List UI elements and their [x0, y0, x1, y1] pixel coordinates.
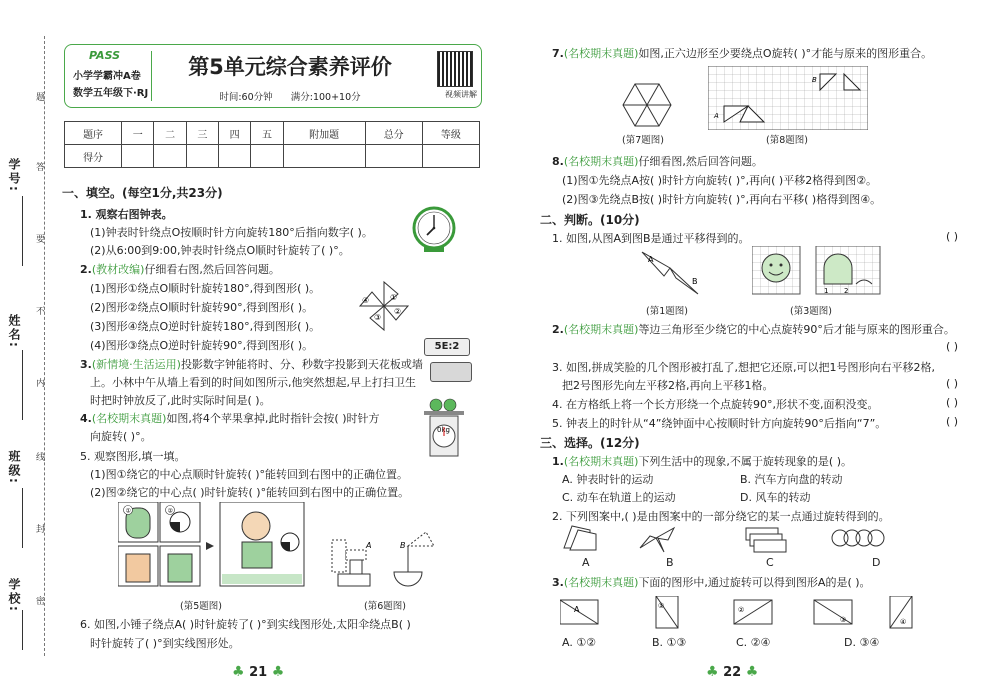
question-number: 3.: [80, 358, 92, 371]
margin-tick: 密: [36, 597, 46, 607]
choice-3-option-d[interactable]: D. ③④: [844, 636, 880, 649]
figure-label: ③: [840, 616, 847, 624]
question-text: 如图,将4个苹果拿掉,此时指针会按( )时针方: [166, 412, 380, 425]
qr-code-icon[interactable]: [437, 51, 473, 87]
judge-3-figure: [752, 246, 888, 300]
question-8: [552, 153, 763, 169]
question-3: [80, 356, 423, 372]
margin-tick: 题: [36, 93, 46, 103]
question-5-part-2: (2)图②绕它的中心点( )时针旋转( )°能转回到右图中的正确位置。: [90, 486, 410, 499]
margin-tick: 内: [36, 379, 46, 389]
question-tag: (名校期末真题): [91, 412, 167, 425]
question-1-part-1: (1)钟表时针绕点O按顺时针方向旋转180°后指向数字( )。: [90, 226, 373, 239]
question-3-line-3: 时把时钟放反了,此时实际时间是( )。: [90, 394, 271, 407]
section-choice: 三、选择。(12分): [540, 436, 640, 450]
leaf-icon: ♣: [271, 664, 285, 680]
question-tag: (名校期末真题): [563, 155, 639, 168]
question-number: 4.: [80, 412, 92, 425]
figure-6-caption: (第6题图): [364, 601, 406, 612]
question-text: 仔细看右图,然后回答问题。: [144, 263, 280, 276]
question-tag: (名校期末真题): [563, 576, 639, 589]
choice-2-option-b[interactable]: B: [666, 556, 674, 569]
question-8-part-1: (1)图①先绕点A按( )时针方向旋转( )°,再向( )平移2格得到图②。: [562, 174, 878, 187]
question-tag: (名校期末真题): [563, 455, 639, 468]
page-number: [232, 664, 284, 680]
exam-info: [165, 89, 415, 103]
figure-5-puzzle: [118, 502, 318, 590]
pinwheel-label: ①: [390, 293, 398, 302]
figure-7-caption: (第7题图): [622, 135, 664, 146]
choice-2-option-a[interactable]: A: [582, 556, 590, 569]
choice-3-option-b[interactable]: B. ①③: [652, 636, 687, 649]
page-number-text: 21: [249, 665, 268, 680]
answer-paren[interactable]: ( ): [946, 396, 959, 409]
question-number: 8.: [552, 155, 564, 168]
table-header: 二: [154, 122, 186, 145]
pinwheel-label: ②: [394, 307, 402, 316]
question-tag: (教材改编): [91, 263, 145, 276]
time-limit: 时间:60分钟: [219, 92, 273, 103]
judge-1: 1. 如图,从图A到图B是通过平移得到的。: [552, 232, 750, 245]
student-id-line[interactable]: [22, 196, 23, 266]
question-text: 如图,正六边形至少要绕点O旋转( )°才能与原来的图形重合。: [638, 47, 933, 60]
score-cell[interactable]: [422, 145, 479, 168]
judge-3-line-2: 把2号图形先向左平移2格,再向上平移1格。: [562, 379, 774, 392]
student-id-label: 学号:: [7, 158, 21, 193]
question-8-part-2: (2)图③先绕点B按( )时针方向旋转( )°,再向右平移( )格得到图④。: [562, 193, 882, 206]
answer-paren[interactable]: ( ): [946, 377, 959, 390]
question-2-part-2: (2)图形②绕点O顺时针旋转90°,得到图形( )。: [90, 301, 314, 314]
score-cell[interactable]: [251, 145, 283, 168]
figure-8-grid: [708, 66, 868, 130]
svg-text:B: B: [400, 541, 406, 550]
table-header: 五: [251, 122, 283, 145]
choice-1-option-a[interactable]: A. 钟表时针的运动: [562, 473, 654, 486]
question-text: 下面的图形中,通过旋转可以得到图形A的是( )。: [638, 576, 871, 589]
score-cell[interactable]: [283, 145, 365, 168]
judge-3-line-1: 3. 如图,拼成笑脸的几个图形被打乱了,想把它还原,可以把1号图形向右平移2格,: [552, 361, 935, 374]
answer-paren[interactable]: ( ): [946, 230, 959, 243]
scale-figure: [420, 396, 468, 458]
name-label: 姓名:: [7, 314, 21, 349]
pinwheel-figure: [358, 280, 410, 332]
judge-5: 5. 钟表上的时针从“4”绕钟面中心按顺时针方向旋转90°后指向“7”。: [552, 417, 887, 430]
figure-6-hammer-umbrella: [330, 526, 450, 588]
question-1-part-2: (2)从6:00到9:00,钟表时针绕点O顺时针旋转了( )°。: [90, 244, 350, 257]
table-header: 一: [122, 122, 154, 145]
question-number: 7.: [552, 47, 564, 60]
page-number: [706, 664, 758, 680]
question-text: 投影数字钟能将时、分、秒数字投影到天花板或墙: [180, 358, 423, 371]
question-number: 2.: [552, 323, 564, 336]
score-cell[interactable]: [154, 145, 186, 168]
score-cell[interactable]: [122, 145, 154, 168]
choice-1: [552, 453, 852, 469]
choice-3-option-a[interactable]: A. ①②: [562, 636, 597, 649]
question-2: [80, 261, 280, 277]
table-header: 四: [219, 122, 251, 145]
full-score: 满分:100+10分: [290, 92, 361, 103]
fold-line: [44, 36, 45, 656]
scale-label: 0kg: [437, 426, 450, 434]
leaf-icon: ♣: [706, 664, 719, 680]
page-number-text: 22: [723, 665, 742, 680]
question-tag: (新情境·生活运用): [91, 358, 181, 371]
question-text: 等边三角形至少绕它的中心点旋转90°后才能与原来的图形重合。: [638, 323, 955, 336]
svg-text:A: A: [714, 112, 719, 120]
table-header: 附加题: [283, 122, 365, 145]
projection-clock-icon: [430, 362, 472, 382]
judge-4: 4. 在方格纸上将一个长方形绕一个点旋转90°,形状不变,面积没变。: [552, 398, 879, 411]
pinwheel-label: ④: [362, 296, 370, 305]
question-6-line-1: 6. 如图,小锤子绕点A( )时针旋转了( )°到实线图形处,太阳伞绕点B( ): [80, 618, 411, 631]
margin-tick: 答: [36, 163, 46, 173]
question-2-part-1: (1)图形①绕点O顺时针旋转180°,得到图形( )。: [90, 282, 321, 295]
question-1: 1. 观察右图钟表。: [80, 208, 173, 221]
question-4-line-2: 向旋转( )°。: [90, 430, 152, 443]
figure-7-hexagon: [622, 82, 672, 128]
score-table: [64, 121, 480, 168]
school-label: 学校:: [7, 578, 21, 613]
table-header: 总分: [365, 122, 422, 145]
name-line[interactable]: [22, 350, 23, 420]
choice-3-option-c[interactable]: C. ②④: [736, 636, 771, 649]
figure-8-caption: (第8题图): [766, 135, 808, 146]
answer-paren[interactable]: ( ): [946, 340, 959, 353]
table-header: 等级: [422, 122, 479, 145]
series-box: [69, 51, 152, 101]
figure-label: ④: [900, 618, 907, 626]
score-cell[interactable]: [186, 145, 218, 168]
leaf-icon: ♣: [745, 664, 759, 680]
class-line[interactable]: [22, 488, 23, 548]
school-line[interactable]: [22, 610, 23, 650]
question-number: 3.: [552, 576, 564, 589]
page-title: 第5单元综合素养评价: [188, 55, 392, 79]
class-label: 班级:: [7, 450, 21, 485]
right-page: [500, 0, 1000, 690]
figure-label: ②: [738, 606, 745, 614]
leaf-icon: ♣: [232, 664, 245, 680]
series-name: 小学学霸冲A卷: [73, 71, 141, 82]
score-cell[interactable]: [219, 145, 251, 168]
margin-tick: 封: [36, 525, 46, 535]
question-7: [552, 45, 932, 61]
qr-label: 视频讲解: [445, 90, 477, 99]
svg-text:A: A: [648, 255, 654, 264]
svg-text:A: A: [366, 541, 372, 550]
section-judge: 二、判断。(10分): [540, 213, 640, 227]
question-2-part-3: (3)图形④绕点O逆时针旋转180°,得到图形( )。: [90, 320, 321, 333]
grade-name: 数学五年级下·RJ: [73, 88, 149, 99]
question-text: 下列生活中的现象,不属于旋转现象的是( )。: [638, 455, 853, 468]
figure-label: ①: [658, 602, 665, 610]
figure-5-label: ②: [167, 507, 173, 515]
question-3-line-2: 上。小林中午从墙上看到的时间如图所示,他突然想起,早上打扫卫生: [90, 376, 416, 389]
question-6-line-2: 时针旋转了( )°到实线图形处。: [90, 637, 240, 650]
answer-paren[interactable]: ( ): [946, 415, 959, 428]
margin-strip: [0, 0, 50, 690]
judge-2: [552, 321, 955, 337]
margin-tick: 线: [36, 453, 46, 463]
question-number: 2.: [80, 263, 92, 276]
brand-logo: PASS: [89, 49, 121, 62]
score-row-label: 得分: [65, 145, 122, 168]
pinwheel-label: ③: [374, 313, 382, 322]
choice-1-option-d[interactable]: D. 风车的转动: [740, 491, 811, 504]
figure-5-caption: (第5题图): [180, 601, 222, 612]
score-cell[interactable]: [365, 145, 422, 168]
section-fill-blank: 一、填空。(每空1分,共23分): [62, 186, 223, 200]
choice-1-option-b[interactable]: B. 汽车方向盘的转动: [740, 473, 843, 486]
choice-3: [552, 574, 871, 590]
question-tag: (名校期末真题): [563, 47, 639, 60]
judge-1-caption: (第1题图): [646, 306, 688, 317]
choice-2-option-c[interactable]: C: [766, 556, 774, 569]
table-header: 题序: [65, 122, 122, 145]
exam-header: [64, 44, 482, 108]
question-text: 仔细看图,然后回答问题。: [638, 155, 763, 168]
svg-text:1: 1: [824, 287, 829, 295]
svg-text:B: B: [692, 277, 698, 286]
projected-time: 5E:2: [424, 338, 470, 356]
svg-text:2: 2: [844, 287, 849, 295]
judge-3-caption: (第3题图): [790, 306, 832, 317]
margin-tick: 要: [36, 235, 46, 245]
judge-1-figure: [640, 248, 710, 298]
question-number: 1.: [552, 455, 564, 468]
figure-5-label: ①: [125, 507, 131, 515]
question-tag: (名校期末真题): [563, 323, 639, 336]
question-2-part-4: (4)图形③绕点O逆时针旋转90°,得到图形( )。: [90, 339, 314, 352]
choice-1-option-c[interactable]: C. 动车在轨道上的运动: [562, 491, 676, 504]
question-5: 5. 观察图形,填一填。: [80, 450, 186, 463]
table-row: [65, 122, 480, 145]
choice-2: 2. 下列图案中,( )是由图案中的一部分绕它的某一点通过旋转得到的。: [552, 510, 890, 523]
svg-text:A: A: [574, 605, 580, 614]
choice-2-figures: [560, 522, 900, 554]
choice-3-figures: [560, 596, 920, 630]
clock-figure: [412, 204, 456, 256]
table-row: [65, 145, 480, 168]
svg-text:B: B: [812, 76, 817, 84]
margin-tick: 不: [36, 307, 46, 317]
question-5-part-1: (1)图①绕它的中心点顺时针旋转( )°能转回到右图中的正确位置。: [90, 468, 409, 481]
table-header: 三: [186, 122, 218, 145]
choice-2-option-d[interactable]: D: [872, 556, 881, 569]
question-4: [80, 410, 380, 426]
